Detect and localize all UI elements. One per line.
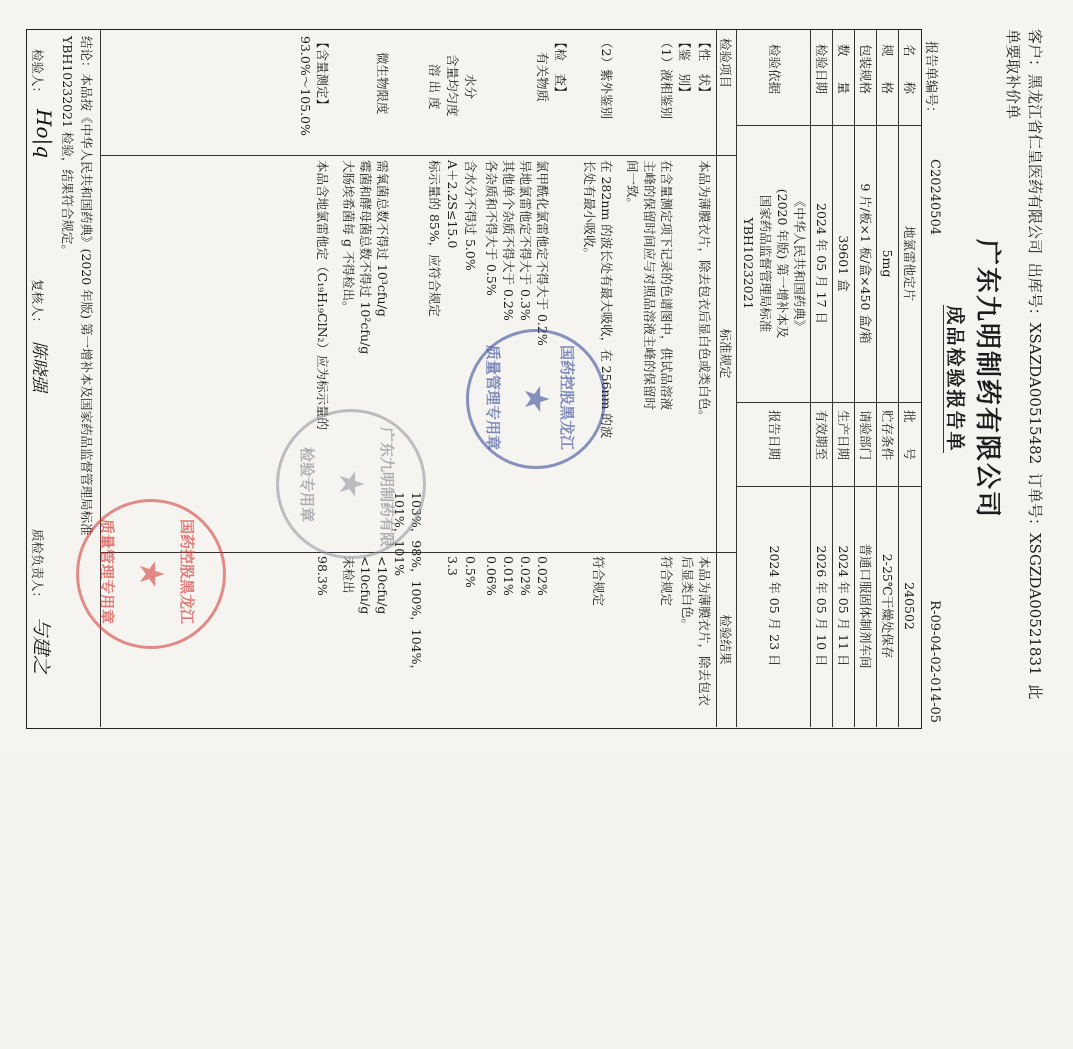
doc-title bbox=[943, 29, 970, 729]
micro-std-2: 霉菌和酵母菌总数不得过 10²cfu/g bbox=[358, 160, 373, 355]
trait-label: 【性 状】 bbox=[697, 36, 712, 99]
grid-line bbox=[876, 30, 877, 727]
grid-line bbox=[832, 30, 833, 727]
star-icon: ★ bbox=[331, 468, 371, 500]
report-date-label: 报告日期 bbox=[767, 410, 782, 461]
ident-label: 【鉴 别】 bbox=[677, 36, 692, 99]
dissol-label: 溶 出 度 bbox=[427, 64, 442, 110]
qa-signature: 与建之 bbox=[30, 617, 52, 675]
dissol-std: 标示量的 85%，应符合规定 bbox=[427, 160, 442, 317]
basis-value-3: 国家药品监督管理局标准 bbox=[758, 194, 773, 333]
batch-label: 批 号 bbox=[902, 410, 917, 461]
ident1-result: 符合规定 bbox=[659, 556, 674, 607]
micro-res-2: <10cfu/g bbox=[358, 556, 373, 615]
ident2-std-2: 长处有最小吸收。 bbox=[582, 160, 597, 261]
prod-value: 2024 年 05 月 11 日 bbox=[836, 545, 851, 667]
uniform-res: 3.3 bbox=[445, 556, 460, 576]
grid-line bbox=[810, 30, 811, 727]
star-icon: ★ bbox=[131, 558, 171, 590]
report-label: 报告单编号： bbox=[923, 41, 938, 120]
exp-label: 有效期至 bbox=[814, 410, 829, 461]
basis-value-4: YBH10232021 bbox=[741, 217, 756, 310]
reviewer-signature: 陈晓强 bbox=[29, 341, 49, 392]
name-label: 名 称 bbox=[902, 44, 917, 95]
basis-value-2: (2020 年版) 第一增补本及 bbox=[775, 188, 790, 339]
conclusion-line-1: 结论：本品按《中华人民共和国药典》(2020 年版) 第一增补本及国家药品监督管理局标准 bbox=[79, 36, 94, 536]
doc-title-text: 成品检验报告单 bbox=[944, 305, 966, 453]
stamp2-top: 广东九明制药有限 bbox=[378, 427, 396, 548]
batch-value: 240502 bbox=[902, 582, 917, 630]
micro-label: 微生物限度 bbox=[375, 52, 390, 115]
order-no: 订单号：XSGZDA00521831 bbox=[1026, 473, 1044, 676]
ident1-std-1: 在含量测定项下记录的色谱图中，供试品溶液 bbox=[659, 160, 674, 411]
related-std-2: 异地氯雷他定不得大于 0.3% bbox=[518, 160, 533, 321]
grid-line bbox=[737, 402, 921, 403]
grid-line bbox=[854, 30, 855, 727]
micro-res-3: 未检出 bbox=[341, 556, 356, 594]
head-std: 标准规定 bbox=[718, 328, 733, 379]
spec-value: 5mg bbox=[880, 249, 895, 278]
stamp3-top: 国药控股黑龙江 bbox=[178, 519, 196, 625]
water-label: 水分 bbox=[463, 74, 478, 100]
rotated-document bbox=[26, 29, 1046, 729]
water-std: 含水分不得过 5.0% bbox=[463, 160, 478, 271]
out-no: 出库号：XSAZDA00515482 bbox=[1026, 262, 1044, 465]
inspector-signature: Ho|q bbox=[32, 109, 56, 159]
related-label: 有关物质 bbox=[535, 52, 550, 103]
uniform-std: A＋2.2S≤15.0 bbox=[445, 160, 460, 249]
micro-std-3: 大肠埃希菌每 g 不得检出。 bbox=[341, 160, 356, 314]
note-end: 此 bbox=[1026, 684, 1044, 700]
ident2-label: （2）紫外鉴别 bbox=[599, 36, 614, 119]
report-date-value: 2024 年 05 月 23 日 bbox=[767, 545, 782, 667]
trait-result-1: 本品为薄膜衣片，除去包衣 bbox=[697, 556, 712, 707]
water-res: 0.5% bbox=[463, 556, 478, 588]
qa-label: 质检负责人： bbox=[30, 529, 45, 605]
prod-label: 生产日期 bbox=[836, 410, 851, 461]
trait-std: 本品为薄膜衣片，除去包衣后显白色或类白色。 bbox=[697, 160, 712, 423]
grid-line bbox=[898, 30, 899, 727]
ident1-std-2: 主峰的保留时间应与对照品溶液主峰的保留时 bbox=[642, 160, 657, 411]
micro-res-1: <10cfu/g bbox=[375, 556, 390, 615]
exp-value: 2026 年 05 月 10 日 bbox=[814, 545, 829, 667]
assay-label: 【含量测定】 bbox=[315, 36, 330, 112]
related-std-1: 氯甲酰化氯雷他定不得大于 0.2% bbox=[535, 160, 550, 346]
dissol-res: 103%，98%，100%，104%，101%，101% bbox=[392, 492, 424, 677]
date-value: 2024 年 05 月 17 日 bbox=[814, 203, 829, 324]
related-res-2: 0.02% bbox=[518, 556, 533, 596]
pack-label: 包装规格 bbox=[858, 44, 873, 95]
stamp1-bottom: 质量管理专用章 bbox=[484, 345, 502, 451]
storage-value: 2-25℃干燥处保存 bbox=[880, 553, 895, 659]
related-std-4: 各杂质和不得大于 0.5% bbox=[484, 160, 499, 296]
ident2-result: 符合规定 bbox=[591, 556, 606, 607]
ident1-std-3: 间一致。 bbox=[625, 160, 640, 211]
star-icon: ★ bbox=[516, 383, 556, 415]
grid-line bbox=[101, 155, 737, 156]
stamp1-top: 国药控股黑龙江 bbox=[558, 345, 576, 451]
date-label: 检验日期 bbox=[814, 44, 829, 95]
ident1-label: （1）液相鉴别 bbox=[659, 36, 674, 119]
header-line bbox=[1022, 29, 1046, 1049]
report-number: C20240504 bbox=[927, 159, 942, 236]
related-std-3: 其他单个杂质不得大于 0.2% bbox=[501, 160, 516, 321]
head-item: 检验项目 bbox=[718, 38, 733, 89]
trait-result-2: 后显类白色。 bbox=[680, 556, 695, 632]
grid-line bbox=[736, 30, 737, 727]
company-name: 广东九明制药有限公司 bbox=[972, 238, 1002, 519]
pack-value: 9 片/板×1 板/盒×450 盒/箱 bbox=[858, 183, 873, 344]
name-value: 地氯雷他定片 bbox=[902, 225, 917, 301]
basis-value-1: 《中华人民共和国药典》 bbox=[792, 194, 807, 333]
uniform-label: 含量均匀度 bbox=[445, 54, 460, 117]
stamp3-bottom: 质量管理专用章 bbox=[98, 519, 116, 625]
qty-value: 39601 盒 bbox=[836, 235, 851, 292]
check-label: 【检 查】 bbox=[553, 36, 568, 99]
customer: 客户：黑龙江省仁皇医药有限公司 bbox=[1026, 29, 1044, 255]
header-note: 单要取补价单 bbox=[1004, 29, 1022, 120]
related-res-4: 0.06% bbox=[484, 556, 499, 596]
assay-std-1: 本品含地氯雷他定（C₁₉H₁₉ClN₂）应为标示量的 bbox=[315, 160, 330, 431]
dept-label: 请验部门 bbox=[858, 410, 873, 461]
dept-value: 普通口服固体制剂车间 bbox=[858, 543, 873, 669]
reviewer-label: 复核人： bbox=[30, 279, 45, 330]
conclusion-line-2: YBH10232021 检验，结果符合规定。 bbox=[60, 36, 75, 257]
head-result: 检验结果 bbox=[718, 614, 733, 665]
qty-label: 数 量 bbox=[836, 44, 851, 95]
inspector-label: 检验人： bbox=[30, 49, 45, 100]
spec-label: 规 格 bbox=[880, 44, 895, 95]
report-code: R-09-04-02-014-05 bbox=[927, 600, 942, 723]
basis-label: 检验依据 bbox=[767, 44, 782, 95]
report-row bbox=[922, 41, 942, 729]
assay-std-2: 93.0%～105.0% bbox=[298, 36, 313, 136]
related-res-3: 0.01% bbox=[501, 556, 516, 596]
storage-label: 贮存条件 bbox=[880, 410, 895, 461]
ident2-std-1: 在 282nm 的波长处有最大吸收，在 256nm 的波 bbox=[599, 160, 614, 439]
related-res-1: 0.02% bbox=[535, 556, 550, 596]
stamp2-bottom: 检验专用章 bbox=[298, 447, 316, 523]
assay-res: 98.3% bbox=[315, 556, 330, 596]
micro-std-1: 需氧菌总数不得过 10³cfu/g bbox=[375, 160, 390, 317]
